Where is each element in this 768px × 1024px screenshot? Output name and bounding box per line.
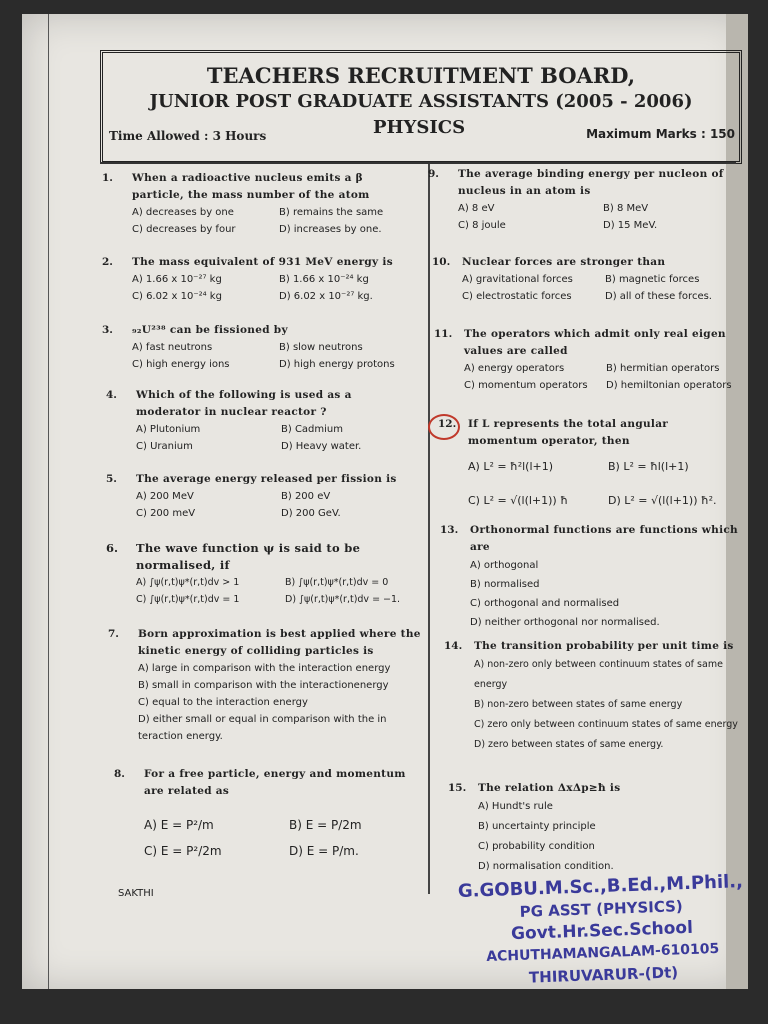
option-a: A) E = P²/m (144, 818, 214, 832)
option-b: B) Cadmium (281, 424, 343, 435)
question-number: 14. (444, 640, 463, 652)
option-c: C) 200 meV (136, 508, 196, 519)
option-c: C) zero only between continuum states of same energy (474, 719, 738, 730)
question-12 (438, 416, 740, 518)
stamp-line: ACHUTHAMANGALAM-610105 (486, 940, 720, 966)
option-b: B) ∫ψ(r,t)ψ*(r,t)dv = 0 (285, 577, 389, 588)
exam-header (100, 50, 742, 164)
question-number: 8. (114, 768, 125, 780)
stamp-line: Govt.Hr.Sec.School (510, 917, 694, 945)
option-c: C) E = P²/2m (144, 844, 222, 858)
option-c: C) orthogonal and normalised (470, 598, 620, 609)
exam-paper (22, 14, 748, 989)
column-rule (428, 164, 430, 894)
option-c: C) decreases by four (132, 224, 236, 235)
option-c: C) electrostatic forces (462, 291, 572, 302)
margin-line (48, 14, 49, 989)
subject-title: PHYSICS (373, 117, 466, 138)
question-number: 4. (106, 389, 117, 401)
question-9 (428, 166, 740, 234)
option-a: A) Plutonium (136, 424, 201, 435)
question-text: Orthonormal functions are functions which are (470, 524, 738, 553)
stamp-line: G.GOBU.M.Sc.,B.Ed.,M.Phil., (457, 871, 744, 902)
option-d: D) high energy protons (279, 359, 395, 370)
question-text: The average energy released per fission is (136, 473, 397, 485)
question-text: When a radioactive nucleus emits a β particle, the mass number of the atom (132, 172, 370, 201)
question-text: The wave function ψ is said to be normalised, if (136, 541, 361, 572)
question-text: For a free particle, energy and momentum are related as (144, 768, 406, 797)
option-b: B) slow neutrons (279, 342, 363, 353)
board-title: TEACHERS RECRUITMENT BOARD, (206, 63, 636, 88)
option-b: B) remains the same (279, 207, 384, 218)
option-a: A) non-zero only between continuum states of same energy (474, 659, 723, 690)
option-b: B) E = P/2m (289, 818, 362, 832)
option-d: D) increases by one. (279, 224, 382, 235)
question-1 (102, 170, 418, 238)
question-2 (102, 254, 418, 305)
option-d: D) neither orthogonal nor normalised. (470, 617, 660, 628)
question-number: 5. (106, 473, 117, 485)
option-d: D) ∫ψ(r,t)ψ*(r,t)dv = −1. (285, 594, 401, 605)
option-c: C) ∫ψ(r,t)ψ*(r,t)dv = 1 (136, 594, 240, 605)
option-a: A) ∫ψ(r,t)ψ*(r,t)dv > 1 (136, 577, 240, 588)
stamp-line: PG ASST (PHYSICS) (519, 897, 684, 921)
question-text: The operators which admit only real eigen values are called (464, 328, 726, 357)
question-text: Born approximation is best applied where the kinetic energy of colliding particles is (138, 628, 421, 657)
option-d: D) zero between states of same energy. (474, 739, 664, 750)
question-number: 1. (102, 172, 113, 184)
time-allowed: Time Allowed : 3 Hours (109, 129, 267, 143)
question-number: 15. (448, 782, 467, 794)
option-d: D) E = P/m. (289, 844, 359, 858)
exam-title: JUNIOR POST GRADUATE ASSISTANTS (2005 - 2006) (149, 91, 693, 112)
question-number: 12. (438, 418, 457, 430)
question-15 (448, 780, 740, 877)
question-4 (106, 387, 418, 455)
option-d: D) L² = √(l(l+1)) ħ². (608, 494, 717, 507)
option-a: A) 8 eV (458, 203, 495, 214)
question-8 (114, 766, 426, 864)
question-14 (444, 638, 740, 755)
option-c: C) probability condition (478, 841, 595, 852)
option-a: A) gravitational forces (462, 274, 573, 285)
question-13 (440, 522, 740, 632)
question-5 (106, 471, 418, 522)
option-b: B) normalised (470, 579, 540, 590)
question-number: 9. (428, 168, 439, 180)
question-number: 3. (102, 324, 113, 336)
question-10 (432, 254, 740, 305)
option-a: A) 200 MeV (136, 491, 194, 502)
option-d: D) either small or equal in comparison with the in teraction energy. (138, 714, 387, 742)
option-c: C) 6.02 x 10⁻²⁴ kg (132, 291, 222, 302)
question-text: The relation ΔxΔp≥ħ is (478, 782, 621, 794)
option-b: B) hermitian operators (606, 363, 720, 374)
question-text: Which of the following is used as a moderator in nuclear reactor ? (136, 389, 352, 418)
question-6 (106, 540, 426, 608)
option-b: B) 200 eV (281, 491, 331, 502)
question-text: The mass equivalent of 931 MeV energy is (132, 256, 393, 268)
option-c: C) momentum operators (464, 380, 588, 391)
question-text: ₉₂U²³⁸ can be fissioned by (132, 324, 288, 336)
option-a: A) L² = ħ²l(l+1) (468, 460, 554, 473)
question-number: 13. (440, 524, 459, 536)
option-d: D) hemiltonian operators (606, 380, 732, 391)
option-b: B) L² = ħl(l+1) (608, 460, 689, 473)
option-d: D) 15 MeV. (603, 220, 658, 231)
question-number: 10. (432, 256, 451, 268)
question-11 (434, 326, 740, 394)
question-number: 7. (108, 628, 119, 640)
option-c: C) 8 joule (458, 220, 506, 231)
question-number: 2. (102, 256, 113, 268)
question-3 (102, 322, 418, 373)
question-text: Nuclear forces are stronger than (462, 256, 666, 268)
option-a: A) orthogonal (470, 560, 539, 571)
maximum-marks: Maximum Marks : 150 (586, 127, 735, 141)
option-b: B) 1.66 x 10⁻²⁴ kg (279, 274, 369, 285)
option-c: C) high energy ions (132, 359, 230, 370)
option-a: A) fast neutrons (132, 342, 213, 353)
header-rule (100, 162, 736, 164)
option-b: B) uncertainty principle (478, 821, 596, 832)
question-text: The average binding energy per nucleon of nucleus in an atom is (458, 168, 724, 197)
option-b: B) 8 MeV (603, 203, 649, 214)
option-b: B) magnetic forces (605, 274, 700, 285)
question-7 (108, 626, 424, 745)
option-a: A) 1.66 x 10⁻²⁷ kg (132, 274, 222, 285)
option-c: C) equal to the interaction energy (138, 697, 308, 708)
option-a: A) Hundt's rule (478, 801, 553, 812)
stamp-line: THIRUVARUR-(Dt) (528, 963, 679, 987)
option-b: B) small in comparison with the interactionenergy (138, 680, 389, 691)
option-a: A) large in comparison with the interaction energy (138, 663, 391, 674)
teacher-stamp (450, 871, 748, 989)
question-text: The transition probability per unit time is (474, 640, 734, 652)
question-number: 6. (106, 541, 119, 555)
footer-label: SAKTHI (118, 888, 154, 899)
question-number: 11. (434, 328, 453, 340)
option-d: D) 200 GeV. (281, 508, 341, 519)
option-a: A) energy operators (464, 363, 565, 374)
option-d: D) normalisation condition. (478, 861, 614, 872)
question-text: If L represents the total angular momentum operator, then (468, 418, 669, 447)
option-b: B) non-zero between states of same energy (474, 699, 683, 710)
option-c: C) Uranium (136, 441, 193, 452)
option-d: D) Heavy water. (281, 441, 362, 452)
option-d: D) 6.02 x 10⁻²⁷ kg. (279, 291, 373, 302)
option-d: D) all of these forces. (605, 291, 712, 302)
option-c: C) L² = √(l(l+1)) ħ (468, 494, 568, 507)
option-a: A) decreases by one (132, 207, 234, 218)
